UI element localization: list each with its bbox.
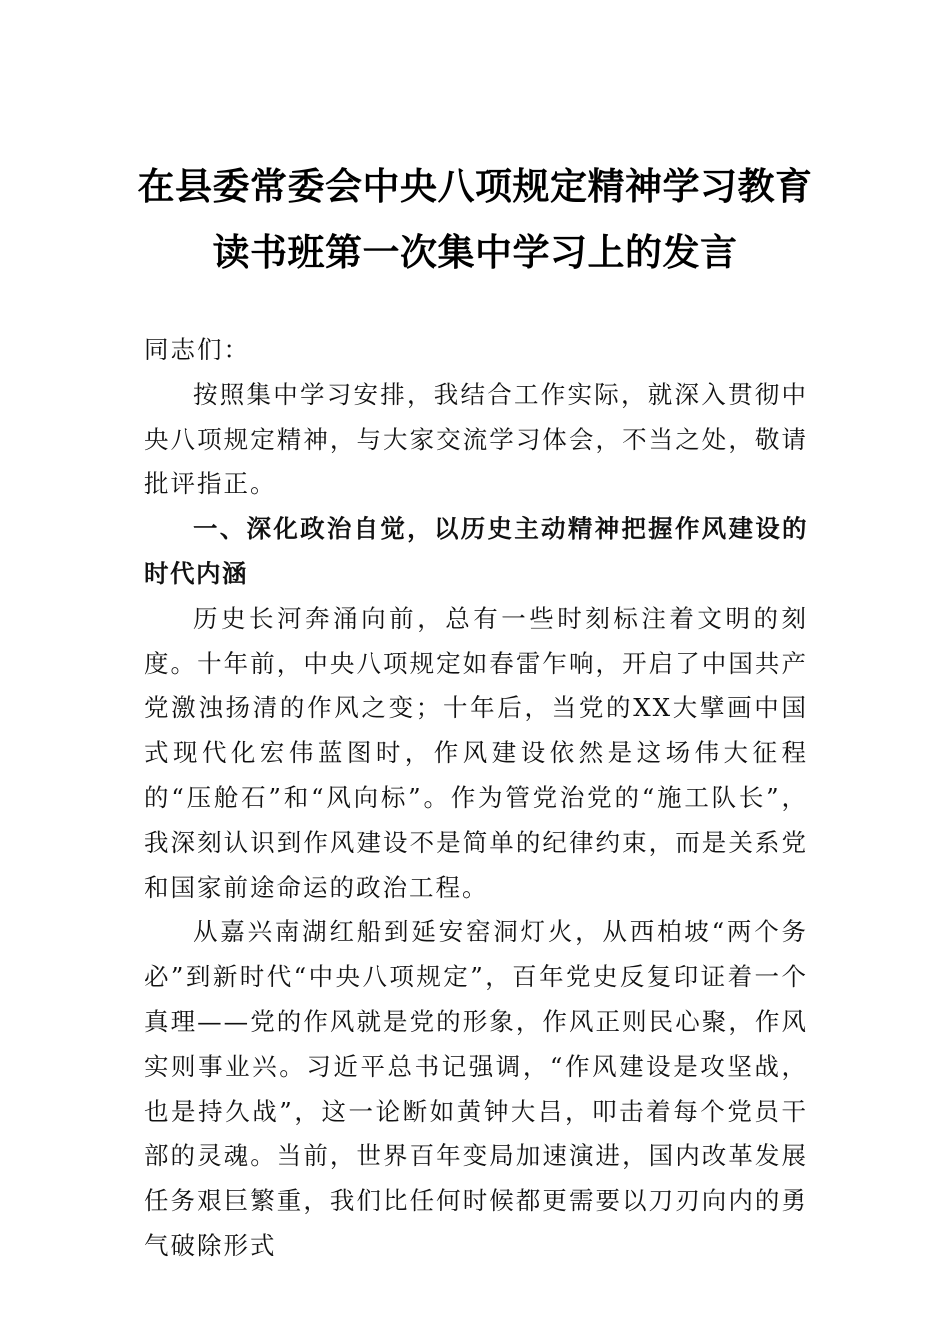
body-paragraph: 从嘉兴南湖红船到延安窑洞灯火，从西柏坡“两个务必”到新时代“中央八项规定”，百年党史反复印证着一个真理——党的作风就是党的形象，作风正则民心聚，作风实则事业兴。习近平总书记强调，“作风建设是攻坚战，也是持久战”，这一论断如黄钟大吕，叩击着每个党员干部的灵魂。当前，世界百年变局加速演进，国内改革发展任务艰巨繁重，我们比任何时候都更需要以刀刃向内的勇气破除形式 bbox=[144, 917, 808, 1260]
document-title-line-2: 读书班第一次集中学习上的发言 bbox=[212, 230, 738, 274]
document-body bbox=[144, 328, 808, 1269]
intro-paragraph: 按照集中学习安排，我结合工作实际，就深入贯彻中央八项规定精神，与大家交流学习体会，不当之处，敬请批评指正。 bbox=[144, 379, 808, 499]
body-paragraph: 历史长河奔涌向前，总有一些时刻标注着文明的刻度。十年前，中央八项规定如春雷乍响，开启了中国共产党激浊扬清的作风之变；十年后，当党的XX大擘画中国式现代化宏伟蓝图时，作风建设依然是这场伟大征程的“压舱石”和“风向标”。作为管党治党的“施工队长”，我深刻认识到作风建设不是简单的纪律约束，而是关系党和国家前途命运的政治工程。 bbox=[144, 603, 808, 902]
salutation: 同志们： bbox=[144, 335, 250, 364]
section-heading: 一、深化政治自觉，以历史主动精神把握作风建设的时代内涵 bbox=[144, 514, 808, 588]
document-title-line-1: 在县委常委会中央八项规定精神学习教育 bbox=[137, 164, 813, 208]
